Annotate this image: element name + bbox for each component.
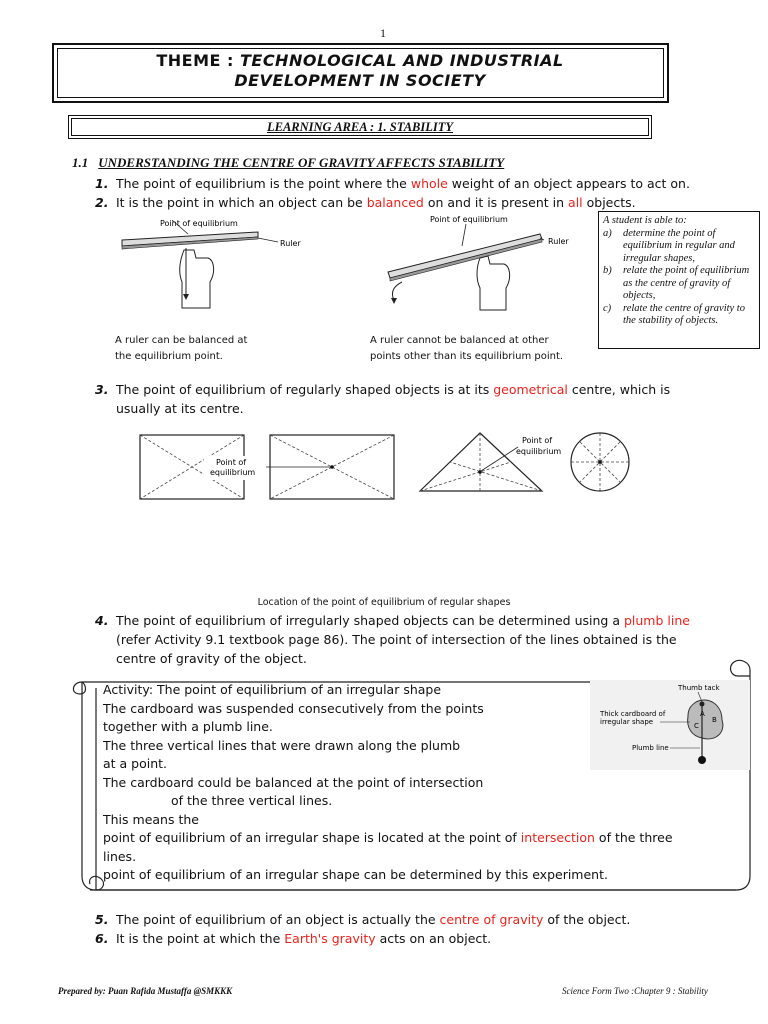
- learning-objectives-box: [598, 211, 760, 349]
- item-text: The point of equilibrium of an object is actually the: [116, 912, 440, 927]
- item-text: acts on an object.: [375, 931, 492, 946]
- highlight-text: all: [568, 195, 583, 210]
- regular-shapes-figure: [130, 425, 640, 515]
- list-item-3: [95, 380, 670, 418]
- item-text: centre of gravity of the object.: [116, 651, 307, 666]
- item-number: 3.: [95, 382, 109, 397]
- objective-b: b) relate the point of equilibrium as the centre of gravity of objects,: [603, 265, 750, 301]
- caption-line: A ruler can be balanced at: [115, 335, 248, 346]
- activity-line: point of equilibrium of an irregular shape is located at the point of intersection of the three: [103, 830, 673, 845]
- shape-label: equilibrium: [516, 447, 562, 456]
- item-text: on and it is present in: [423, 195, 569, 210]
- highlight-text: geometrical: [493, 382, 568, 397]
- shapes-caption: Location of the point of equilibrium of regular shapes: [257, 597, 511, 608]
- theme-prefix: THEME :: [156, 51, 234, 70]
- item-text: objects.: [582, 195, 636, 210]
- theme-line2: DEVELOPMENT IN SOCIETY: [234, 71, 486, 90]
- item-text: The point of equilibrium of irregularly shaped objects can be determined using a: [116, 613, 624, 628]
- item-number: 4.: [95, 613, 109, 628]
- item-number: 1.: [95, 176, 109, 191]
- activity-line: together with a plumb line.: [103, 719, 273, 734]
- caption-unbalanced: [370, 333, 563, 365]
- footer-author: Prepared by: Puan Rafida Mustaffa @SMKKK: [58, 986, 233, 996]
- list-item-5: [95, 910, 630, 929]
- list-item-1: [95, 174, 690, 193]
- caption-line: points other than its equilibrium point.: [370, 351, 564, 362]
- theme-line1: TECHNOLOGICAL AND INDUSTRIAL: [239, 51, 564, 70]
- ruler-label: Ruler: [548, 237, 569, 246]
- highlight-text: intersection: [520, 830, 595, 845]
- cardboard-label: Thick cardboard of: [600, 710, 666, 718]
- shape-label: Point of: [522, 436, 553, 445]
- activity-title: Activity: The point of equilibrium of an irregular shape: [103, 682, 442, 697]
- page-number: 1: [380, 26, 386, 40]
- item-number: 2.: [95, 195, 109, 210]
- footer-course: Science Form Two :Chapter 9 : Stability: [562, 986, 708, 996]
- activity-line: This means the: [103, 811, 199, 827]
- item-text: The point of equilibrium of regularly shaped objects is at its: [116, 382, 494, 397]
- item-text: usually at its centre.: [116, 401, 244, 416]
- section-heading: [72, 155, 504, 171]
- activity-line: point of equilibrium of an irregular shape can be determined by this experiment.: [103, 867, 608, 882]
- section-number: 1.1: [72, 155, 89, 170]
- item-text: centre, which is: [567, 382, 671, 397]
- tilted-ruler-illustration: [388, 224, 544, 310]
- objectives-intro: A student is able to:: [603, 215, 687, 226]
- objective-a: a) determine the point of equilibrium in regular and irregular shapes,: [603, 227, 735, 264]
- caption-line: the equilibrium point.: [115, 351, 223, 362]
- item-text: of the object.: [543, 912, 631, 927]
- circle-shape: [571, 433, 629, 491]
- learning-area-title: LEARNING AREA : 1. STABILITY: [266, 120, 454, 134]
- item-text: The point of equilibrium is the point where the: [116, 176, 411, 191]
- point-label: Point of equilibrium: [160, 219, 238, 228]
- activity-line: The three vertical lines that were drawn along the plumb: [103, 737, 461, 753]
- highlight-text: centre of gravity: [439, 912, 544, 927]
- activity-line: at a point.: [103, 756, 168, 771]
- shape-label: equilibrium: [210, 468, 256, 477]
- shape-label: Point of: [216, 458, 247, 467]
- highlight-text: whole: [410, 176, 448, 191]
- cardboard-label: irregular shape: [600, 718, 654, 726]
- theme-title: [60, 51, 660, 91]
- highlight-text: balanced: [366, 195, 424, 210]
- point-a-label: A: [700, 710, 705, 718]
- activity-line: The cardboard was suspended consecutively from the points: [103, 700, 484, 716]
- item-number: 6.: [95, 931, 109, 946]
- list-item-6: [95, 929, 491, 948]
- point-c-label: C: [694, 722, 699, 730]
- section-title: UNDERSTANDING THE CENTRE OF GRAVITY AFFECTS STABILITY: [98, 155, 505, 170]
- caption-balanced: [115, 333, 247, 365]
- caption-line: A ruler cannot be balanced at other: [370, 335, 549, 346]
- activity-line: lines.: [103, 848, 137, 864]
- activity-line: The cardboard could be balanced at the point of intersection: [103, 774, 484, 790]
- point-label: Point of equilibrium: [430, 215, 508, 224]
- activity-text: [103, 681, 723, 885]
- thumb-tack-label: Thumb tack: [678, 684, 720, 692]
- highlight-text: Earth's gravity: [284, 931, 376, 946]
- ruler-figure: [110, 210, 600, 335]
- activity-line: of the three vertical lines.: [171, 793, 333, 808]
- item-text: It is the point in which an object can be: [116, 195, 367, 210]
- highlight-text: plumb line: [623, 613, 690, 628]
- objective-c: c) relate the centre of gravity to the stability of objects.: [603, 302, 745, 326]
- plumb-line-label: Plumb line: [632, 744, 669, 752]
- point-b-label: B: [712, 716, 717, 724]
- balanced-ruler-illustration: [122, 220, 278, 308]
- item-text: weight of an object appears to act on.: [447, 176, 690, 191]
- item-text: (refer Activity 9.1 textbook page 86). The point of intersection of the lines obtained is the: [116, 632, 677, 647]
- item-number: 5.: [95, 912, 109, 927]
- item-text: It is the point at which the: [116, 931, 285, 946]
- ruler-label: Ruler: [280, 239, 301, 248]
